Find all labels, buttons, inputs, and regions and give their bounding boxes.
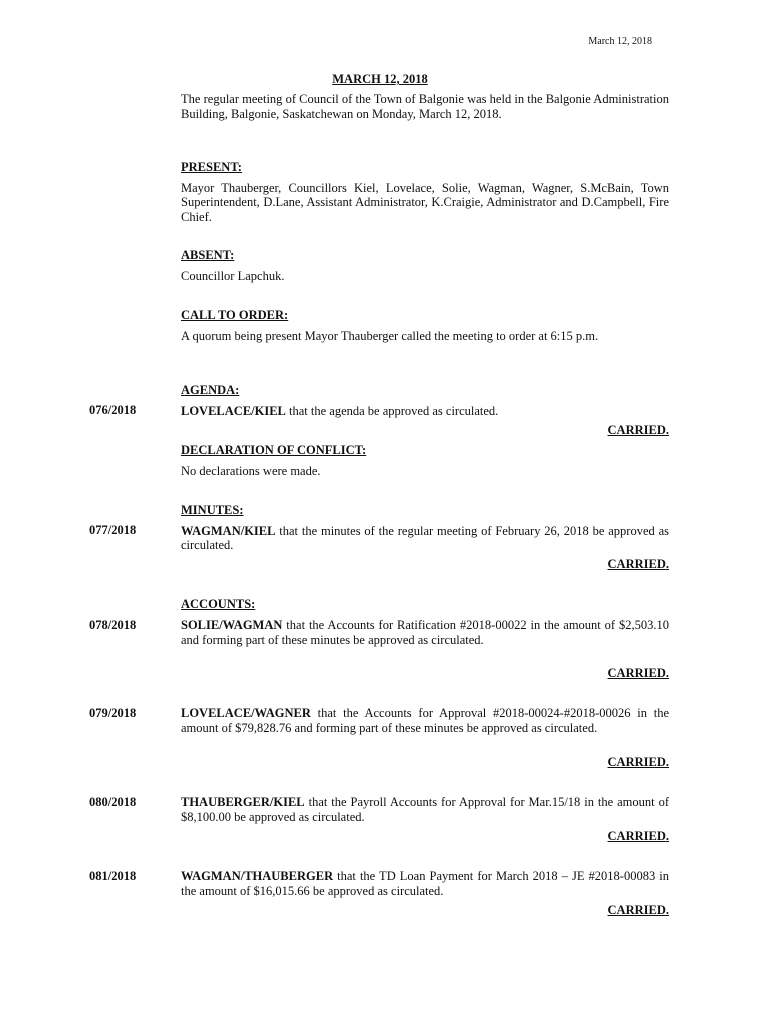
meeting-title: MARCH 12, 2018 (332, 72, 428, 86)
call-to-order-heading: CALL TO ORDER: (181, 308, 289, 322)
accounts-motion (181, 795, 669, 824)
call-to-order-section (181, 308, 669, 343)
conflict-text: No declarations were made. (181, 463, 321, 478)
motion-movers: SOLIE/WAGMAN (181, 618, 283, 632)
carried-label: CARRIED. (607, 666, 669, 680)
call-to-order-text: A quorum being present Mayor Thauberger called the meeting to order at 6:15 p.m. (181, 328, 599, 343)
carried-label: CARRIED. (607, 755, 669, 769)
minutes-movers: WAGMAN/KIEL (181, 523, 276, 538)
motion-number: 077/2018 (89, 523, 137, 537)
carried-label: CARRIED. (607, 829, 669, 843)
motion-text (181, 869, 669, 898)
motion-text (181, 706, 669, 735)
header-date: March 12, 2018 (588, 36, 652, 47)
motion-body: that the TD Loan Payment for March 2018 – JE #2018-00083 in the amount of $16,015.66 be approved as circulated. (181, 869, 669, 898)
intro-section (181, 92, 669, 121)
minutes-section (181, 503, 669, 553)
agenda-section (181, 383, 669, 418)
motion-movers: LOVELACE/WAGNER (181, 706, 311, 720)
motion-body: that the Payroll Accounts for Approval for Mar.15/18 in the amount of $8,100.00 be approved as circulated. (181, 795, 669, 824)
accounts-heading: ACCOUNTS: (181, 597, 256, 611)
present-text: Mayor Thauberger, Councillors Kiel, Lovelace, Solie, Wagman, Wagner, S.McBain, Town Superintendent, D.Lane, Assistant Administrator, K.Craigie, Administrator and D.Campbell, Fire Chief. (181, 180, 669, 224)
motion-body: that the Accounts for Ratification #2018-00022 in the amount of $2,503.10 and forming part of these minutes be approved as circulated. (181, 618, 669, 647)
present-heading: PRESENT: (181, 160, 242, 174)
absent-text: Councillor Lapchuk. (181, 268, 285, 283)
conflict-section (181, 443, 669, 478)
accounts-motion (181, 618, 669, 647)
agenda-heading: AGENDA: (181, 383, 240, 397)
conflict-heading: DECLARATION OF CONFLICT: (181, 443, 367, 457)
motion-text (181, 618, 669, 647)
motion-movers: WAGMAN/THAUBERGER (181, 869, 334, 883)
minutes-motion-text: that the minutes of the regular meeting of February 26, 2018 be approved as circulated. (181, 523, 669, 552)
agenda-movers: LOVELACE/KIEL (181, 403, 286, 418)
motion-number: 078/2018 (89, 618, 137, 632)
motion-number: 079/2018 (89, 706, 137, 720)
motion-movers: THAUBERGER/KIEL (181, 795, 305, 809)
agenda-motion (181, 404, 669, 419)
motion-number: 076/2018 (89, 403, 137, 417)
agenda-motion-text: that the agenda be approved as circulated. (285, 403, 499, 418)
absent-section (181, 248, 669, 283)
absent-heading: ABSENT: (181, 248, 235, 262)
carried-label: CARRIED. (607, 903, 669, 917)
carried-label: CARRIED. (607, 423, 669, 437)
accounts-section (181, 597, 669, 612)
intro-paragraph: The regular meeting of Council of the Town of Balgonie was held in the Balgonie Administration Building, Balgonie, Saskatchewan on Monday, March 12, 2018. (181, 92, 669, 121)
carried-label: CARRIED. (607, 557, 669, 571)
motion-number: 081/2018 (89, 869, 137, 883)
present-section (181, 160, 669, 224)
minutes-heading: MINUTES: (181, 503, 244, 517)
motion-number: 080/2018 (89, 795, 137, 809)
minutes-motion (181, 524, 669, 553)
accounts-motion (181, 869, 669, 898)
motion-text (181, 795, 669, 824)
accounts-motion (181, 706, 669, 735)
motion-body: that the Accounts for Approval #2018-00024-#2018-00026 in the amount of $79,828.76 and forming part of these minutes be approved as circulated. (181, 706, 669, 735)
